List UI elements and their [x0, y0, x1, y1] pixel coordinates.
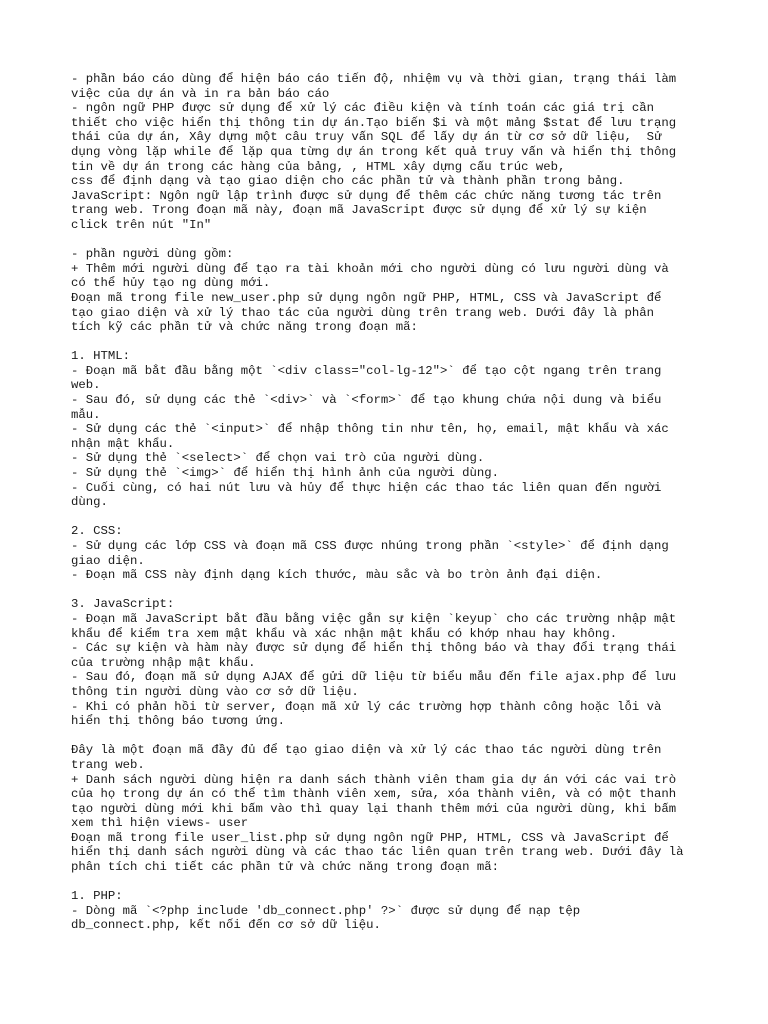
text-line	[71, 233, 711, 248]
text-line	[71, 510, 711, 525]
text-line: 1. HTML:	[71, 349, 131, 364]
text-line: - ngôn ngữ PHP được sử dụng để xử lý các điều kiện và tính toán các giá trị cần	[71, 101, 654, 116]
text-line: mẫu.	[71, 407, 101, 422]
text-line: dùng.	[71, 495, 108, 510]
text-line: web.	[71, 378, 101, 393]
text-line: - Sau đó, sử dụng các thẻ `<div>` và `<form>` để tạo khung chứa nội dung và biểu	[71, 393, 662, 408]
text-line: + Danh sách người dùng hiện ra danh sách thành viên tham gia dự án với các vai trò	[71, 772, 677, 787]
text-line: có thể hủy tạo ng dùng mới.	[71, 276, 271, 291]
text-line: thái của dự án, Xây dựng một câu truy vấn SQL để lấy dự án từ cơ sở dữ liệu, Sử	[71, 130, 662, 145]
text-line: click trên nút "In"	[71, 217, 212, 232]
text-line: thông tin người dùng vào cơ sở dữ liệu.	[71, 684, 359, 699]
text-line: - Sau đó, đoạn mã sử dụng AJAX để gửi dữ liệu từ biểu mẫu đến file ajax.php để lưu	[71, 670, 677, 685]
text-line: JavaScript: Ngôn ngữ lập trình được sử dụng để thêm các chức năng tương tác trên	[71, 188, 662, 203]
text-line: nhận mật khẩu.	[71, 436, 175, 451]
text-line: - Sử dụng thẻ `<select>` để chọn vai trò của người dùng.	[71, 451, 485, 466]
text-line: giao diện.	[71, 553, 145, 568]
text-line: db_connect.php, kết nối đến cơ sở dữ liệu.	[71, 918, 381, 933]
text-line: hiển thị thông báo tương ứng.	[71, 714, 286, 729]
text-line: - Đoạn mã bắt đầu bằng một `<div class="col-lg-12">` để tạo cột ngang trên trang	[71, 363, 662, 378]
text-line: phân tích chi tiết các phần tử và chức năng trong đoạn mã:	[71, 860, 500, 875]
text-line	[71, 583, 711, 598]
text-line: - Dòng mã `<?php include 'db_connect.php' ?>` được sử dụng để nạp tệp	[71, 903, 581, 918]
text-line: khẩu để kiểm tra xem mật khẩu và xác nhận mật khẩu có khớp nhau hay không.	[71, 626, 618, 641]
text-line: tin về dự án trong các hàng của bảng, , HTML xây dựng cấu trúc web,	[71, 159, 566, 174]
text-line: 2. CSS:	[71, 524, 123, 539]
text-line: xem thì hiện views- user	[71, 816, 249, 831]
text-line: + Thêm mới người dùng để tạo ra tài khoản mới cho người dùng có lưu người dùng và	[71, 261, 669, 276]
text-line: thiết cho việc hiển thị thông tin dự án.Tạo biến $i và một mảng $stat để lưu trạng	[71, 115, 677, 130]
text-line: trang web. Trong đoạn mã này, đoạn mã JavaScript được sử dụng để xử lý sự kiện	[71, 203, 647, 218]
text-line: hiển thị danh sách người dùng và các thao tác liên quan trên trang web. Dưới đây là	[71, 845, 684, 860]
text-line	[71, 729, 711, 744]
text-line: của họ trong dự án có thể tìm thành viên xem, sửa, xóa thành viên, và có một thanh	[71, 787, 677, 802]
text-line: trang web.	[71, 757, 145, 772]
text-line: Đoạn mã trong file new_user.php sử dụng ngôn ngữ PHP, HTML, CSS và JavaScript để	[71, 290, 662, 305]
text-line: - Đoạn mã JavaScript bắt đầu bằng việc gắn sự kiện `keyup` cho các trường nhập mật	[71, 611, 677, 626]
text-line: tạo người dùng mới khi bấm vào thì quay lại thanh thêm mới của người dùng, khi bấm	[71, 801, 677, 816]
text-line: Đây là một đoạn mã đầy đủ để tạo giao diện và xử lý các thao tác người dùng trên	[71, 743, 662, 758]
text-line	[71, 335, 711, 350]
text-line: 3. JavaScript:	[71, 597, 175, 612]
text-line: Đoạn mã trong file user_list.php sử dụng ngôn ngữ PHP, HTML, CSS và JavaScript để	[71, 830, 669, 845]
text-line: css để định dạng và tạo giao diện cho các phần tử và thành phần trong bảng.	[71, 174, 625, 189]
text-line: - Đoạn mã CSS này định dạng kích thước, màu sắc và bo tròn ảnh đại diện.	[71, 568, 603, 583]
text-line: - phần người dùng gồm:	[71, 247, 234, 262]
text-line	[71, 875, 711, 890]
text-line: - Sử dụng các lớp CSS và đoạn mã CSS được nhúng trong phần `<style>` để định dạng	[71, 539, 669, 553]
text-line: - Khi có phản hồi từ server, đoạn mã xử lý các trường hợp thành công hoặc lỗi và	[71, 699, 662, 714]
document-page	[71, 72, 711, 933]
text-line: - Cuối cùng, có hai nút lưu và hủy để thực hiện các thao tác liên quan đến người	[71, 480, 662, 495]
text-line: tích kỹ các phần tử và chức năng trong đoạn mã:	[71, 320, 418, 335]
text-line: - Các sự kiện và hàm này được sử dụng để hiển thị thông báo và thay đổi trạng thái	[71, 641, 677, 656]
text-line: - phần báo cáo dùng để hiện báo cáo tiến độ, nhiệm vụ và thời gian, trạng thái làm	[71, 72, 677, 86]
text-line: dụng vòng lặp while để lặp qua từng dự án trong kết quả truy vấn và hiển thị thông	[71, 144, 677, 159]
text-line: - Sử dụng thẻ `<img>` để hiển thị hình ảnh của người dùng.	[71, 466, 500, 481]
text-line: - Sử dụng các thẻ `<input>` để nhập thông tin như tên, họ, email, mật khẩu và xác	[71, 422, 669, 437]
text-line: 1. PHP:	[71, 889, 123, 904]
text-line: của trường nhập mật khẩu.	[71, 655, 256, 670]
text-line: tạo giao diện và xử lý thao tác của người dùng trên trang web. Dưới đây là phân	[71, 305, 654, 320]
text-line: việc của dự án và in ra bản báo cáo	[71, 86, 330, 101]
